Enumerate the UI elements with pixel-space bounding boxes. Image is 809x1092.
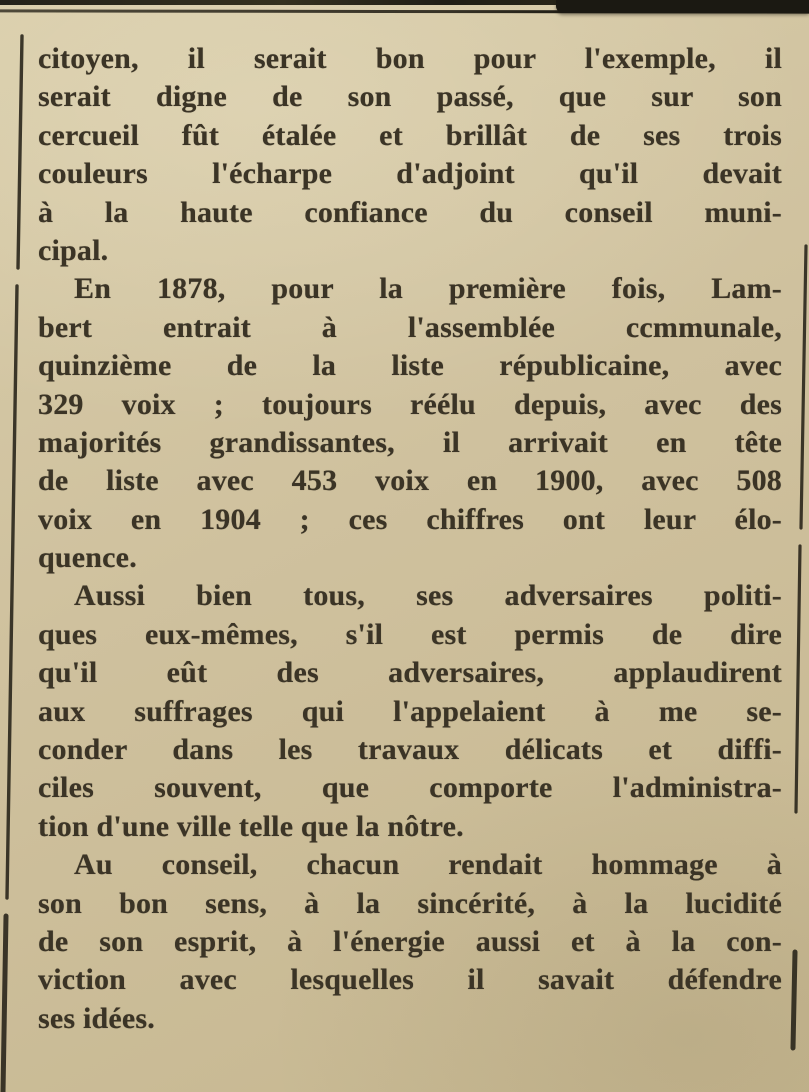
text-line: aux suffrages qui l'appelaient à me se- xyxy=(38,694,782,728)
paragraph xyxy=(38,270,782,577)
text-line: de son esprit, à l'énergie aussi et à la con- xyxy=(38,924,782,958)
article-column xyxy=(38,40,782,1038)
text-line: voix en 1904 ; ces chiffres ont leur élo- xyxy=(38,502,782,536)
text-line: à la haute confiance du conseil muni- xyxy=(38,195,782,229)
text-line: cipal. xyxy=(38,233,109,267)
text-line: 329 voix ; toujours réélu depuis, avec des xyxy=(38,387,782,421)
text-line: Aussi bien tous, ses adversaires politi- xyxy=(74,579,782,613)
paragraph xyxy=(38,846,782,1038)
text-line: ses idées. xyxy=(38,1001,155,1035)
left-column-rule-segment xyxy=(3,916,6,1092)
text-line: son bon sens, à la sincérité, à la lucidité xyxy=(38,886,782,920)
left-column-rule-segment xyxy=(7,286,17,898)
text-line: viction avec lesquelles il savait défendre xyxy=(38,963,782,997)
text-line: citoyen, il serait bon pour l'exemple, il xyxy=(38,42,782,75)
right-column-rule-segment xyxy=(796,546,800,812)
text-line: conder dans les travaux délicats et diffi- xyxy=(38,733,782,767)
text-line: couleurs l'écharpe d'adjoint qu'il devait xyxy=(38,157,782,191)
right-column-rule-segment xyxy=(793,952,795,1048)
text-line: serait digne de son passé, que sur son xyxy=(38,80,782,114)
text-line: ques eux-mêmes, s'il est permis de dire xyxy=(38,617,782,651)
paragraph xyxy=(38,577,782,846)
right-column-rule-segment xyxy=(801,246,806,528)
left-column-rule-segment xyxy=(18,36,22,268)
text-line: de liste avec 453 voix en 1900, avec 508 xyxy=(38,464,782,498)
text-line: cercueil fût étalée et brillât de ses trois xyxy=(38,118,782,152)
text-line: Au conseil, chacun rendait hommage à xyxy=(74,848,782,882)
text-line: tion d'une ville telle que la nôtre. xyxy=(38,809,464,843)
text-line: majorités grandissantes, il arrivait en tête xyxy=(38,425,782,459)
text-line: ciles souvent, que comporte l'administra- xyxy=(38,771,782,805)
paragraph xyxy=(38,40,782,270)
text-line: En 1878, pour la première fois, Lam- xyxy=(74,272,782,306)
text-line: qu'il eût des adversaires, applaudirent xyxy=(38,656,782,690)
text-line: quence. xyxy=(38,541,137,575)
text-line: bert entrait à l'assemblée ccmmunale, xyxy=(38,310,782,344)
text-line: quinzième de la liste républicaine, avec xyxy=(38,349,782,383)
